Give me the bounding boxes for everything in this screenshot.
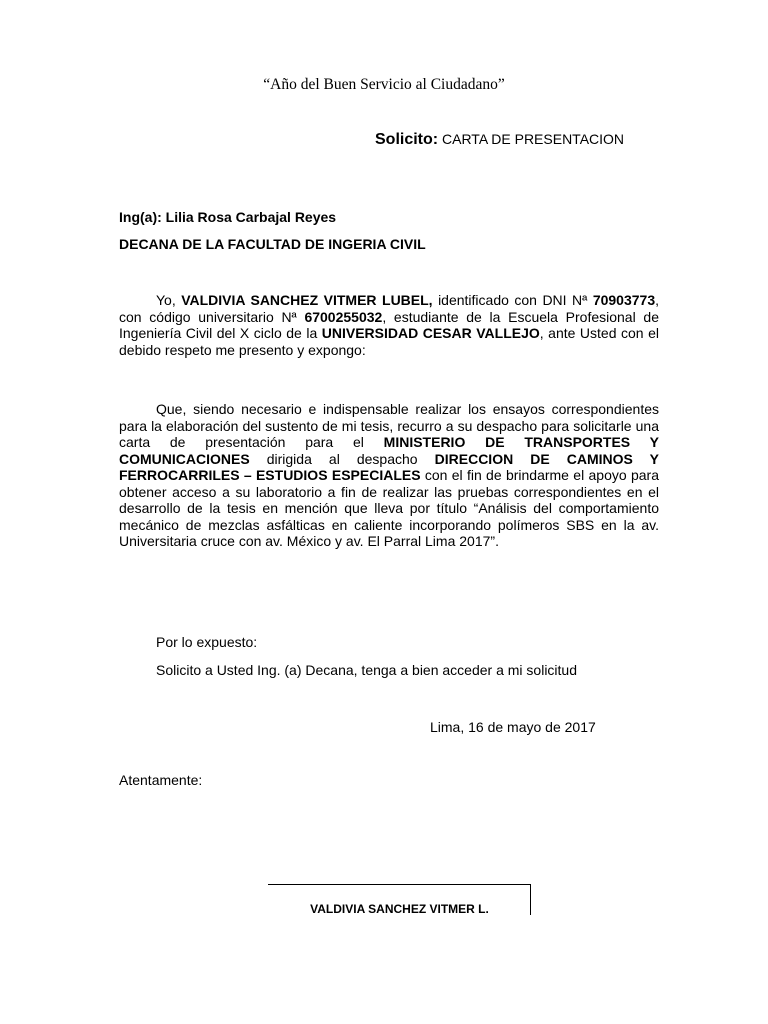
p1-student-code: 6700255032 (304, 308, 383, 325)
p2-text-1: Que, siendo necesario e indispensable realizar los ensayos correspondientes para la elaboración del sustento de mi tesis, recurro a su despacho para solicitarle una carta de presentación para el (119, 401, 659, 450)
por-lo-expuesto: Por lo expuesto: (156, 634, 258, 650)
p1-text-2: identificado con DNI Nª (432, 292, 593, 308)
p1-dni: 70903773 (592, 292, 656, 308)
p1-text-5: , ante Usted con el debido respeto me presento y expongo: (119, 325, 659, 358)
subject-value: CARTA DE PRESENTACION (438, 131, 625, 147)
p1-student-name: VALDIVIA SANCHEZ VITMER LUBEL, (181, 292, 433, 308)
p2-ministry: MINISTERIO DE TRANSPORTES Y COMUNICACIONES (119, 434, 659, 467)
paragraph-introduction (119, 292, 659, 358)
p2-directorate: DIRECCION DE CAMINOS Y FERROCARRILES – ESTUDIOS ESPECIALES (119, 450, 660, 483)
signature-name: VALDIVIA SANCHEZ VITMER L. (310, 902, 489, 916)
year-motto: “Año del Buen Servicio al Ciudadano” (263, 76, 505, 93)
subject-colon: : (432, 131, 439, 148)
p1-text-3: , con código universitario Nª (119, 292, 660, 325)
addressee-position: DECANA DE LA FACULTAD DE INGERIA CIVIL (119, 236, 426, 252)
salutation: Atentamente: (119, 772, 203, 788)
paragraph-request-body (119, 401, 659, 550)
place-date: Lima, 16 de mayo de 2017 (430, 719, 596, 735)
request-line: Solicito a Usted Ing. (a) Decana, tenga a bien acceder a mi solicitud (156, 662, 578, 678)
p1-university: UNIVERSIDAD CESAR VALLEJO (321, 325, 540, 341)
p1-text-4: , estudiante de la Escuela Profesional de Ingeniería Civil del X ciclo de la (119, 308, 659, 341)
addressee-name: Ing(a): Lilia Rosa Carbajal Reyes (119, 209, 337, 225)
p2-text-2: dirigida al despacho (249, 450, 435, 467)
subject-line (375, 131, 624, 149)
p1-text-1: Yo, (156, 292, 182, 308)
subject-label: Solicito (375, 131, 433, 148)
p2-text-3: con el fin de brindarme el apoyo para obtener acceso a su laboratorio a fin de realizar las pruebas correspondientes en el desarrollo de la tesis en mención que lleva por título “Análisis del comportamiento mecánico de mezclas asfálticas en caliente incorporando polímeros SBS en la av. Universitaria cruce con av. México y av. El Parral Lima 2017”. (119, 467, 659, 549)
